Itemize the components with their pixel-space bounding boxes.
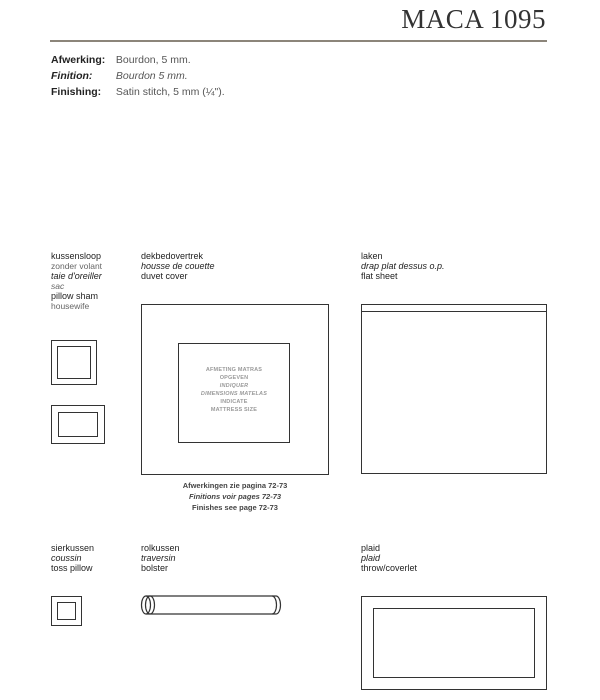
header-divider: [50, 40, 547, 42]
label-nl: kussensloop: [51, 251, 102, 261]
label-en: bolster: [141, 563, 169, 573]
label-en: flat sheet: [361, 271, 398, 281]
label-nl-sub: zonder volant: [51, 261, 103, 271]
label-fr: taie d'oreiller: [51, 271, 102, 281]
pillow-sham-square-outline: [51, 340, 97, 385]
finishes-note-fr: Finitions voir pages 72-73: [188, 492, 282, 501]
finishing-row-nl: [51, 54, 191, 66]
finishing-value: Bourdon, 5 mm.: [115, 54, 191, 66]
bolster-right-seam: [272, 596, 277, 614]
finishing-label: Afwerking:: [51, 54, 106, 66]
pillow-sham-label: [51, 251, 102, 311]
finishing-value: Bourdon 5 mm.: [115, 70, 188, 82]
finishing-row-fr: [51, 70, 188, 82]
pillow-sham-square-inner: [57, 346, 91, 379]
label-en: toss pillow: [51, 563, 93, 573]
label-nl: rolkussen: [141, 543, 180, 553]
mattress-note-en-2: MATTRESS SIZE: [210, 407, 258, 413]
label-fr: plaid: [361, 553, 381, 563]
duvet-cover-outline: [141, 304, 329, 475]
finishing-value: Satin stitch, 5 mm (¼").: [115, 86, 225, 98]
label-nl: sierkussen: [51, 543, 95, 553]
label-en: pillow sham: [51, 291, 99, 301]
pillow-sham-rect-inner: [58, 412, 98, 437]
label-en: duvet cover: [141, 271, 188, 281]
finishing-label: Finition:: [51, 70, 93, 82]
label-fr: traversin: [141, 553, 176, 563]
bolster-drawing: [138, 592, 288, 618]
bolster-label: [141, 543, 180, 573]
throw-label: [361, 543, 417, 573]
mattress-note-fr-2: DIMENSIONS MATELAS: [200, 391, 268, 397]
throw-inner: [373, 608, 535, 678]
mattress-note: [179, 366, 289, 414]
pillow-sham-rect-outline: [51, 405, 105, 444]
toss-pillow-outline: [51, 596, 82, 626]
label-fr: housse de couette: [141, 261, 215, 271]
duvet-cover-label: [141, 251, 215, 281]
mattress-note-nl-2: OPGEVEN: [219, 375, 249, 381]
finishing-label: Finishing:: [51, 86, 102, 98]
label-nl: plaid: [361, 543, 381, 553]
label-en: throw/coverlet: [361, 563, 418, 573]
page-title: MACA 1095: [401, 4, 546, 34]
label-fr: drap plat dessus o.p.: [361, 261, 445, 271]
toss-pillow-inner: [57, 602, 76, 620]
mattress-note-en-1: INDICATE: [220, 399, 248, 405]
flat-sheet-outline: [361, 304, 547, 474]
mattress-area: [178, 343, 290, 443]
finishing-row-en: [51, 86, 225, 98]
mattress-note-nl-1: AFMETING MATRAS: [205, 367, 263, 373]
label-fr: coussin: [51, 553, 82, 563]
label-fr-sub: sac: [51, 281, 65, 291]
toss-pillow-label: [51, 543, 94, 573]
label-nl: dekbedovertrek: [141, 251, 204, 261]
finishes-note: [141, 480, 329, 513]
flat-sheet-label: [361, 251, 445, 281]
finishes-note-nl: Afwerkingen zie pagina 72-73: [182, 481, 288, 490]
flat-sheet-hem-line: [362, 311, 546, 312]
label-en-sub: housewife: [51, 301, 90, 311]
mattress-note-fr-1: INDIQUER: [219, 383, 249, 389]
label-nl: laken: [361, 251, 383, 261]
finishes-note-en: Finishes see page 72-73: [192, 503, 278, 512]
throw-outline: [361, 596, 547, 690]
